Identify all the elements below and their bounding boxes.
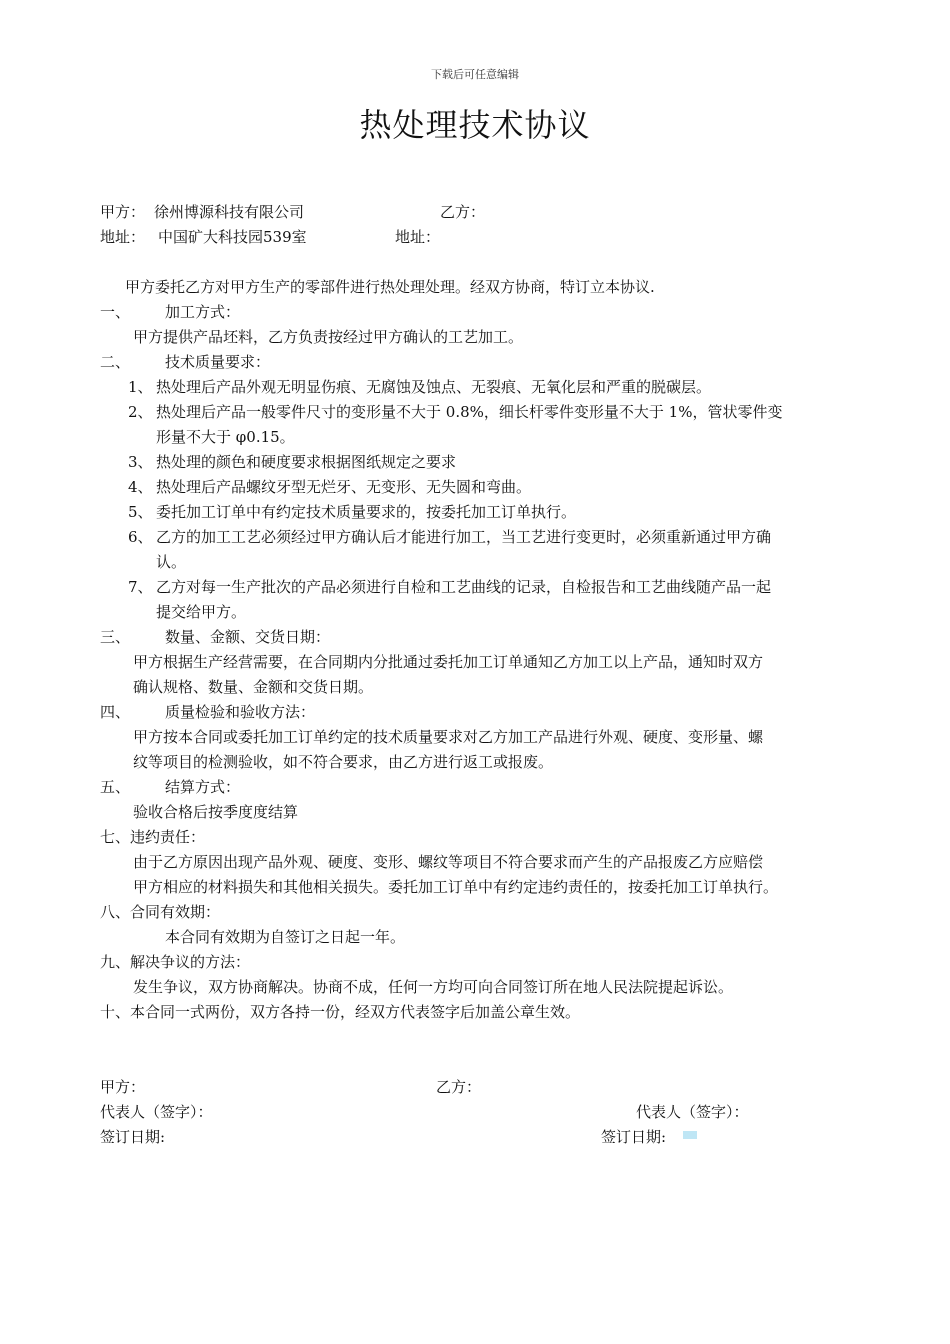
signature-party-a: 甲方： — [100, 1078, 146, 1096]
section-7-body: 由于乙方原因出现产品外观、硬度、变形、螺纹等项目不符合要求而产生的产品报废乙方应赔偿 — [133, 853, 764, 871]
section-2-number: 二、 — [100, 353, 131, 371]
section-4-body: 甲方按本合同或委托加工订单约定的技术质量要求对乙方加工产品进行外观、硬度、变形量、螺 — [133, 728, 764, 746]
s2-item-6-text-cont: 认。 — [156, 553, 187, 571]
s2-item-4-text: 热处理后产品螺纹牙型无烂牙、无变形、无失圆和弯曲。 — [156, 478, 532, 496]
section-4-title: 质量检验和验收方法： — [165, 703, 316, 721]
section-3-number: 三、 — [100, 628, 131, 646]
signature-date-a: 签订日期: — [100, 1128, 166, 1146]
party-b-label: 乙方： — [440, 203, 486, 221]
s2-item-7-text: 乙方对每一生产批次的产品必须进行自检和工艺曲线的记录，自检报告和工艺曲线随产品一起 — [156, 578, 772, 596]
section-5-title: 结算方式： — [165, 778, 241, 796]
party-a-name: 徐州博源科技有限公司 — [154, 203, 305, 221]
s2-item-7-number: 7、 — [128, 578, 153, 596]
s2-item-2-text: 热处理后产品一般零件尺寸的变形量不大于 0.8%，细长杆零件变形量不大于 1%，管状零件变 — [156, 403, 783, 421]
section-3-body: 甲方根据生产经营需要，在合同期内分批通过委托加工订单通知乙方加工以上产品，通知时双方 — [133, 653, 764, 671]
section-1-number: 一、 — [100, 303, 131, 321]
s2-item-1-number: 1、 — [128, 378, 153, 396]
section-2-title: 技术质量要求： — [165, 353, 271, 371]
signature-rep-b: 代表人（签字）： — [636, 1103, 749, 1121]
address-b-label: 地址： — [395, 228, 441, 246]
section-7-body-cont: 甲方相应的材料损失和其他相关损失。委托加工订单中有约定违约责任的，按委托加工订单执行。 — [133, 878, 779, 896]
section-9-heading: 九、解决争议的方法： — [100, 953, 251, 971]
section-4-body-cont: 纹等项目的检测验收，如不符合要求，由乙方进行返工或报废。 — [133, 753, 554, 771]
s2-item-7-text-cont: 提交给甲方。 — [156, 603, 247, 621]
signature-rep-a: 代表人（签字）： — [100, 1103, 213, 1121]
section-8-heading: 八、合同有效期： — [100, 903, 221, 921]
signature-party-b: 乙方： — [436, 1078, 482, 1096]
header-note: 下载后可任意编辑 — [431, 68, 519, 81]
signature-date-b: 签订日期: — [601, 1128, 667, 1146]
s2-item-5-text: 委托加工订单中有约定技术质量要求的，按委托加工订单执行。 — [156, 503, 577, 521]
address-a-value: 中国矿大科技园539室 — [158, 228, 307, 246]
section-1-body: 甲方提供产品坯料，乙方负责按经过甲方确认的工艺加工。 — [133, 328, 524, 346]
s2-item-3-number: 3、 — [128, 453, 153, 471]
date-input-highlight — [683, 1131, 697, 1139]
address-a-label: 地址： — [100, 228, 146, 246]
intro-paragraph: 甲方委托乙方对甲方生产的零部件进行热处理处理。经双方协商，特订立本协议. — [125, 278, 655, 296]
section-4-number: 四、 — [100, 703, 131, 721]
s2-item-3-text: 热处理的颜色和硬度要求根据图纸规定之要求 — [156, 453, 457, 471]
section-10-heading: 十、本合同一式两份，双方各持一份，经双方代表签字后加盖公章生效。 — [100, 1003, 581, 1021]
s2-item-6-text: 乙方的加工工艺必须经过甲方确认后才能进行加工，当工艺进行变更时，必须重新通过甲方确 — [156, 528, 772, 546]
section-5-number: 五、 — [100, 778, 131, 796]
party-a-label: 甲方： — [100, 203, 146, 221]
section-5-body: 验收合格后按季度度结算 — [133, 803, 299, 821]
document-title: 热处理技术协议 — [359, 106, 591, 144]
section-9-body: 发生争议，双方协商解决。协商不成，任何一方均可向合同签订所在地人民法院提起诉讼。 — [133, 978, 734, 996]
section-1-title: 加工方式： — [165, 303, 241, 321]
s2-item-2-number: 2、 — [128, 403, 153, 421]
section-3-title: 数量、金额、交货日期： — [165, 628, 331, 646]
s2-item-1-text: 热处理后产品外观无明显伤痕、无腐蚀及蚀点、无裂痕、无氧化层和严重的脱碳层。 — [156, 378, 712, 396]
s2-item-2-text-cont: 形量不大于 φ0.15。 — [156, 428, 295, 446]
section-8-body: 本合同有效期为自签订之日起一年。 — [165, 928, 406, 946]
s2-item-6-number: 6、 — [128, 528, 153, 546]
s2-item-5-number: 5、 — [128, 503, 153, 521]
section-7-heading: 七、违约责任： — [100, 828, 206, 846]
section-3-body-cont: 确认规格、数量、金额和交货日期。 — [133, 678, 374, 696]
s2-item-4-number: 4、 — [128, 478, 153, 496]
